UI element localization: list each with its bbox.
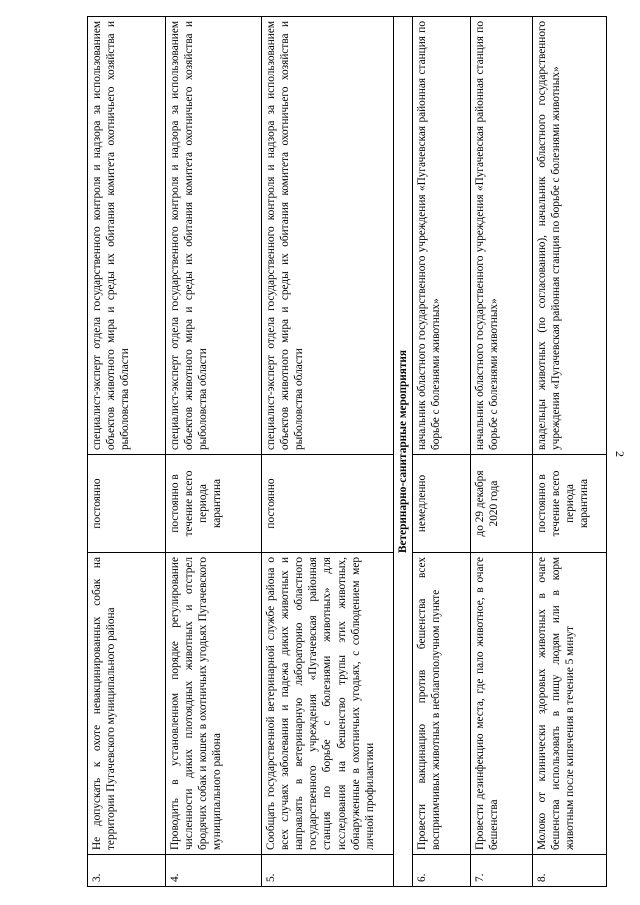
row-number: 8. [533, 855, 607, 887]
table-row [471, 17, 533, 887]
row-action: Провести вакцинацию против бешенства всех восприимчивых животных в неблагополучном пункте [413, 553, 471, 855]
row-responsible: специалист-эксперт отдела государственного контроля и надзора за использованием объектов животного мира и среды их обитания комитета охотничьего хозяйства и рыболовства области [88, 17, 166, 455]
row-action: Молоко от клинически здоровых животных в очаге бешенства использовать в пищу людям или в корм животным после кипячения в течение 5 минут [533, 553, 607, 855]
row-number: 3. [88, 855, 166, 887]
row-number: 7. [471, 855, 533, 887]
row-term: постоянно [88, 455, 166, 553]
row-action: Не допускать к охоте невакцинированных собак на территории Пугачевского муниципального района [88, 553, 166, 855]
row-term: немедленно [413, 455, 471, 553]
section-title: Ветеринарно-санитарные мероприятия [394, 17, 413, 887]
row-responsible: начальник областного государственного учреждения «Пугачевская районная станция по борьбе с болезнями животных» [471, 17, 533, 455]
row-action: Провести дезинфекцию места, где пало животное, в очаге бешенства [471, 553, 533, 855]
row-number: 4. [166, 855, 262, 887]
table-row [413, 17, 471, 887]
row-term: постоянно в течение всего периода карантина [166, 455, 262, 553]
row-action: Проводить в установленном порядке регулирование численности диких плотоядных животных и отстрел бродячих собак и кошек в охотничьих угодьях Пугачевского муниципального района [166, 553, 262, 855]
table-row [166, 17, 262, 887]
row-number: 6. [413, 855, 471, 887]
row-responsible: специалист-эксперт отдела государственного контроля и надзора за использованием объектов животного мира и среды их обитания комитета охотничьего хозяйства и рыболовства области [166, 17, 262, 455]
row-term: постоянно [262, 455, 394, 553]
row-action: Сообщать государственной ветеринарной службе района о всех случаях заболевания и падежа диких животных и направлять в ветеринарную лабораторию областного государственного учреждения «Пугачевская районная станция по борьбе с болезнями животных» для исследования на бешенство трупы этих животных, обнаруженные в охотничьих угодьях, с соблюдением мер личной профилактики [262, 553, 394, 855]
measures-table [87, 16, 607, 887]
row-responsible: начальник областного государственного учреждения «Пугачевская районная станция по борьбе с болезнями животных» [413, 17, 471, 455]
table-row [262, 17, 394, 887]
section-row [394, 17, 413, 887]
row-term: до 29 декабря 2020 года [471, 455, 533, 553]
row-responsible: специалист-эксперт отдела государственного контроля и надзора за использованием объектов животного мира и среды их обитания комитета охотничьего хозяйства и рыболовства области [262, 17, 394, 455]
row-responsible: владельцы животных (по согласованию), начальник областного государственного учреждения «Пугачевская районная станция по борьбе с болезнями животных» [533, 17, 607, 455]
table-row [533, 17, 607, 887]
page-number: 2 [613, 451, 627, 457]
row-number: 5. [262, 855, 394, 887]
table-row [88, 17, 166, 887]
row-term: постоянно в течение всего периода карантина [533, 455, 607, 553]
